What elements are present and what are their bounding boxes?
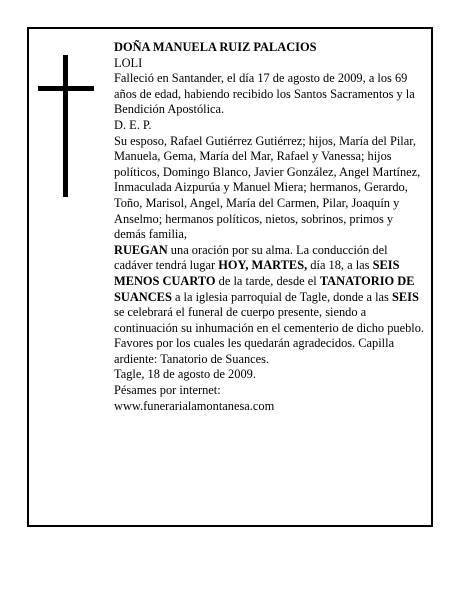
website-link[interactable]: www.funerarialamontanesa.com <box>114 398 275 413</box>
family-list: Su esposo, Rafael Gutiérrez Gutiérrez; hijos, María del Pilar, Manuela, Gema, María del Mar, Rafael y Vanessa; hijos políticos, Domingo Blanco, Javier González, Angel Martínez, Inmaculada Aizpurúa y Manuel Miera; hermanos, Gerardo, Toño, Marisol, Angel, María del Carmen, Pilar, Joaquín y Anselmo; hermanos políticos, nietos, sobrinos, primos y demás familia, <box>114 133 421 242</box>
obituary-text <box>114 40 426 414</box>
deceased-name: DOÑA MANUELA RUIZ PALACIOS <box>114 40 317 54</box>
death-statement: Falleció en Santander, el día 17 de agosto de 2009, a los 69 años de edad, habiendo recibido los Santos Sacramentos y la Bendición Apostólica. <box>114 71 415 117</box>
cross-icon <box>38 55 94 197</box>
notice-date: Tagle, 18 de agosto de 2009. <box>114 367 256 382</box>
deceased-nickname: LOLI <box>114 55 143 70</box>
funeral-details: RUEGAN una oración por su alma. La conducción del cadáver tendrá lugar HOY, MARTES, día 18, a las SEIS MENOS CUARTO de la tarde, desde el TANATORIO DE SUANCES a la iglesia parroquial de Tagle, donde a las SEIS se celebrará el funeral de cuerpo presente, siendo a continuación su inhumación en el cementerio de dicho pueblo. Favores por los cuales les quedarán agradecidos. Capilla ardiente: Tanatorio de Suances. <box>114 242 425 366</box>
condolences-label: Pésames por internet: <box>114 383 221 398</box>
dep-line: D. E. P. <box>114 117 152 132</box>
